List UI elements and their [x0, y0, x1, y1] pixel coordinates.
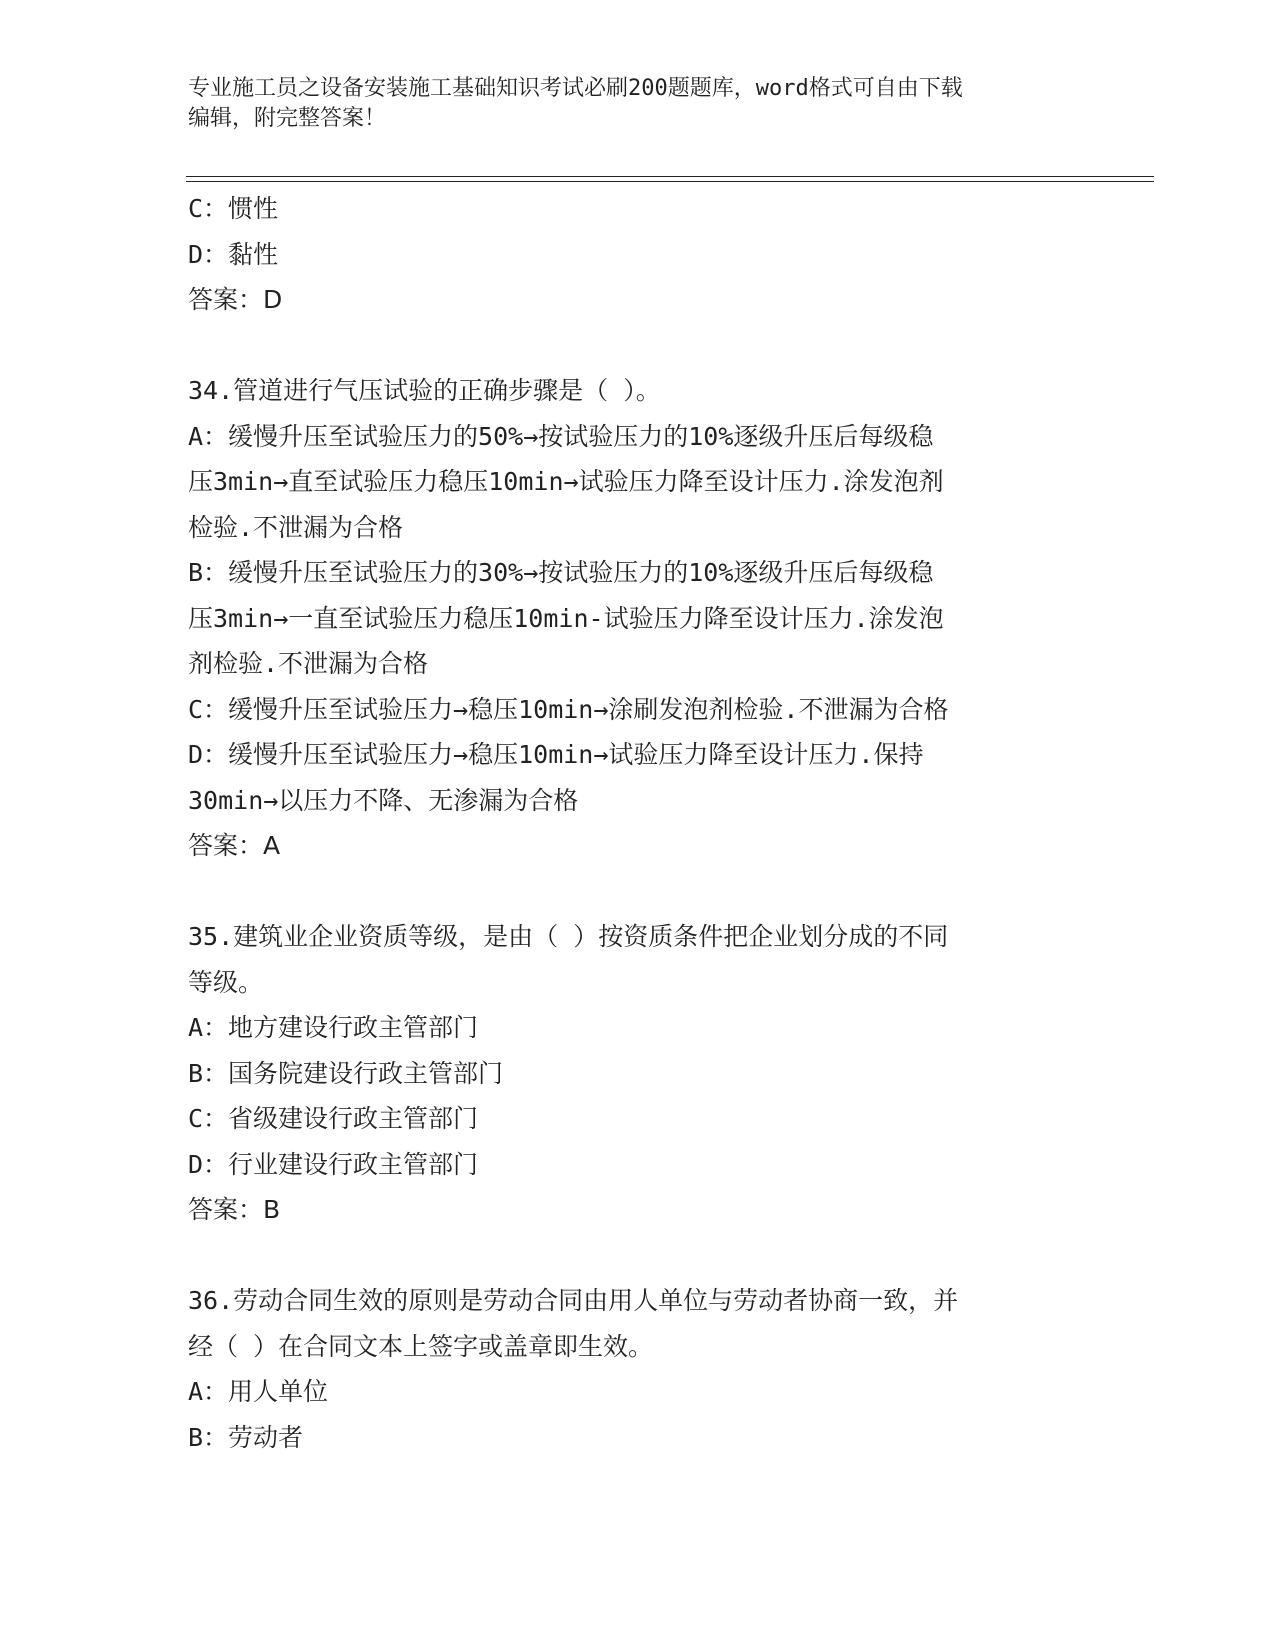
- q34-stem: 34.管道进行气压试验的正确步骤是（ ）。: [188, 376, 661, 405]
- q35-option-d: D：行业建设行政主管部门: [188, 1149, 479, 1179]
- header-rule-bottom: [186, 181, 1154, 182]
- q33-option-d: D：黏性: [188, 239, 279, 269]
- q34-option-a-line-3: 检验.不泄漏为合格: [188, 512, 404, 542]
- spacer: [188, 869, 1088, 915]
- question-35: [188, 914, 1088, 1233]
- q35-answer: 答案：B: [188, 1195, 281, 1224]
- header-rule-top: [186, 176, 1154, 177]
- question-33-tail: [188, 186, 1088, 323]
- question-list: [188, 186, 1088, 1460]
- q35-option-c: C：省级建设行政主管部门: [188, 1104, 479, 1133]
- q35-option-b: B：国务院建设行政主管部门: [188, 1058, 504, 1088]
- q34-option-c: C：缓慢升压至试验压力→稳压10min→涂刷发泡剂检验.不泄漏为合格: [188, 694, 949, 724]
- question-36: [188, 1278, 1088, 1460]
- q34-option-a-line-1: A：缓慢升压至试验压力的50%→按试验压力的10%逐级升压后每级稳: [188, 421, 934, 451]
- q34-answer: 答案：A: [188, 831, 281, 860]
- q34-option-d-line-2: 30min→以压力不降、无渗漏为合格: [188, 785, 579, 815]
- q35-stem-line-1: 35.建筑业企业资质等级，是由（ ）按资质条件把企业划分成的不同: [188, 922, 949, 951]
- q33-answer: 答案：D: [188, 285, 283, 314]
- q34-option-d-line-1: D：缓慢升压至试验压力→稳压10min→试验压力降至设计压力.保持: [188, 740, 924, 769]
- q33-option-c: C：惯性: [188, 194, 279, 223]
- q36-option-a: A：用人单位: [188, 1377, 329, 1406]
- q34-option-b-line-3: 剂检验.不泄漏为合格: [188, 649, 429, 678]
- header-line-1: 专业施工员之设备安装施工基础知识考试必刷200题题库，word格式可自由下载: [188, 76, 963, 101]
- q34-option-a-line-2: 压3min→直至试验压力稳压10min→试验压力降至设计压力.涂发泡剂: [188, 467, 944, 496]
- header-line-2: 编辑，附完整答案！: [188, 106, 387, 131]
- q34-option-b-line-1: B：缓慢升压至试验压力的30%→按试验压力的10%逐级升压后每级稳: [188, 558, 934, 587]
- q35-option-a: A：地方建设行政主管部门: [188, 1013, 479, 1042]
- q36-stem-line-1: 36.劳动合同生效的原则是劳动合同由用人单位与劳动者协商一致，并: [188, 1286, 959, 1315]
- document-header: [188, 74, 1088, 134]
- q35-stem-line-2: 等级。: [188, 967, 264, 997]
- q34-option-b-line-2: 压3min→一直至试验压力稳压10min-试验压力降至设计压力.涂发泡: [188, 603, 944, 633]
- spacer: [188, 323, 1088, 369]
- spacer: [188, 1233, 1088, 1279]
- q36-option-b: B：劳动者: [188, 1422, 304, 1452]
- q36-stem-line-2: 经（ ）在合同文本上签字或盖章即生效。: [188, 1331, 654, 1361]
- question-34: [188, 368, 1088, 869]
